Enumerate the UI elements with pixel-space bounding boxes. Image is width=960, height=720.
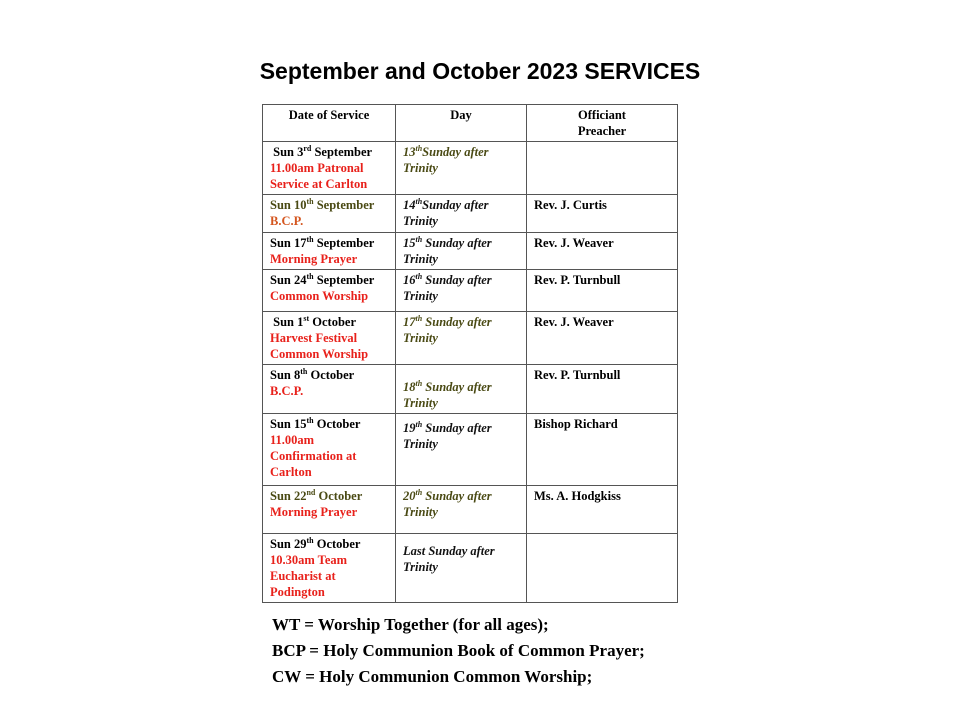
- date-cell: [263, 312, 396, 365]
- service-note: Carlton: [270, 465, 312, 479]
- date-cell: [263, 195, 396, 233]
- header-officiant-line1: Officiant: [578, 108, 626, 122]
- officiant-cell: Rev. J. Curtis: [527, 195, 678, 233]
- officiant-cell: Rev. P. Turnbull: [527, 270, 678, 312]
- date-line: Sun 3rd September: [273, 143, 373, 159]
- officiant-cell: Rev. J. Weaver: [527, 233, 678, 270]
- day-cell: 15th Sunday after Trinity: [396, 233, 527, 270]
- table-row: [263, 233, 678, 270]
- officiant-cell: Rev. J. Weaver: [527, 312, 678, 365]
- date-cell: [263, 270, 396, 312]
- table-row: [263, 312, 678, 365]
- date-cell: [263, 534, 396, 603]
- legend-line: CW = Holy Communion Common Worship;: [272, 667, 593, 686]
- date-cell: [263, 414, 396, 486]
- day-cell: 18th Sunday after Trinity: [396, 365, 527, 414]
- service-note: Common Worship: [270, 347, 369, 361]
- day-cell: 19th Sunday after Trinity: [396, 414, 527, 486]
- service-note: Harvest Festival: [270, 331, 358, 345]
- header-date: Date of Service: [263, 105, 396, 142]
- table-row: [263, 142, 678, 195]
- service-note: Morning Prayer: [270, 505, 358, 519]
- table-row: [263, 195, 678, 233]
- header-day: Day: [396, 105, 527, 142]
- day-cell: 13thSunday after Trinity: [396, 142, 527, 195]
- day-cell: 20th Sunday after Trinity: [396, 486, 527, 534]
- legend: [272, 612, 645, 690]
- date-cell: [263, 486, 396, 534]
- day-cell: Last Sunday after Trinity: [396, 534, 527, 603]
- officiant-cell: Rev. P. Turnbull: [527, 365, 678, 414]
- date-line: Sun 10th September: [270, 196, 375, 212]
- service-note: Morning Prayer: [270, 252, 358, 266]
- date-line: Sun 1st October: [273, 313, 356, 329]
- service-note: Service at Carlton: [270, 177, 368, 191]
- officiant-cell: [527, 142, 678, 195]
- service-note: Common Worship: [270, 289, 369, 303]
- table-row: [263, 486, 678, 534]
- day-cell: 16th Sunday after Trinity: [396, 270, 527, 312]
- services-table: [262, 104, 678, 603]
- date-line: Sun 17th September: [270, 234, 375, 250]
- header-officiant-line2: Preacher: [577, 124, 627, 138]
- officiant-cell: [527, 534, 678, 603]
- date-line: Sun 24th September: [270, 271, 375, 287]
- service-note: Podington: [270, 585, 325, 599]
- table-row: [263, 414, 678, 486]
- table-header-row: [263, 105, 678, 142]
- service-note: 10.30am Team: [270, 553, 348, 567]
- table-row: [263, 365, 678, 414]
- officiant-cell: Ms. A. Hodgkiss: [527, 486, 678, 534]
- date-line: Sun 29th October: [270, 535, 361, 551]
- legend-line: BCP = Holy Communion Book of Common Prayer;: [272, 641, 645, 660]
- date-line: Sun 22nd October: [270, 487, 363, 503]
- service-note: Confirmation at: [270, 449, 357, 463]
- date-cell: [263, 142, 396, 195]
- header-officiant: [527, 105, 678, 142]
- date-cell: [263, 233, 396, 270]
- day-cell: 14thSunday after Trinity: [396, 195, 527, 233]
- date-cell: [263, 365, 396, 414]
- service-note: B.C.P.: [270, 384, 304, 398]
- page-title: September and October 2023 SERVICES: [259, 58, 701, 84]
- table-row: [263, 270, 678, 312]
- date-line: Sun 15th October: [270, 415, 361, 431]
- day-cell: 17th Sunday after Trinity: [396, 312, 527, 365]
- service-note: 11.00am Patronal: [270, 161, 364, 175]
- date-line: Sun 8th October: [270, 366, 355, 382]
- officiant-cell: Bishop Richard: [527, 414, 678, 486]
- service-note: Eucharist at: [270, 569, 336, 583]
- service-note: 11.00am: [270, 433, 315, 447]
- legend-line: WT = Worship Together (for all ages);: [272, 615, 549, 634]
- table-row: [263, 534, 678, 603]
- service-note: B.C.P.: [270, 214, 304, 228]
